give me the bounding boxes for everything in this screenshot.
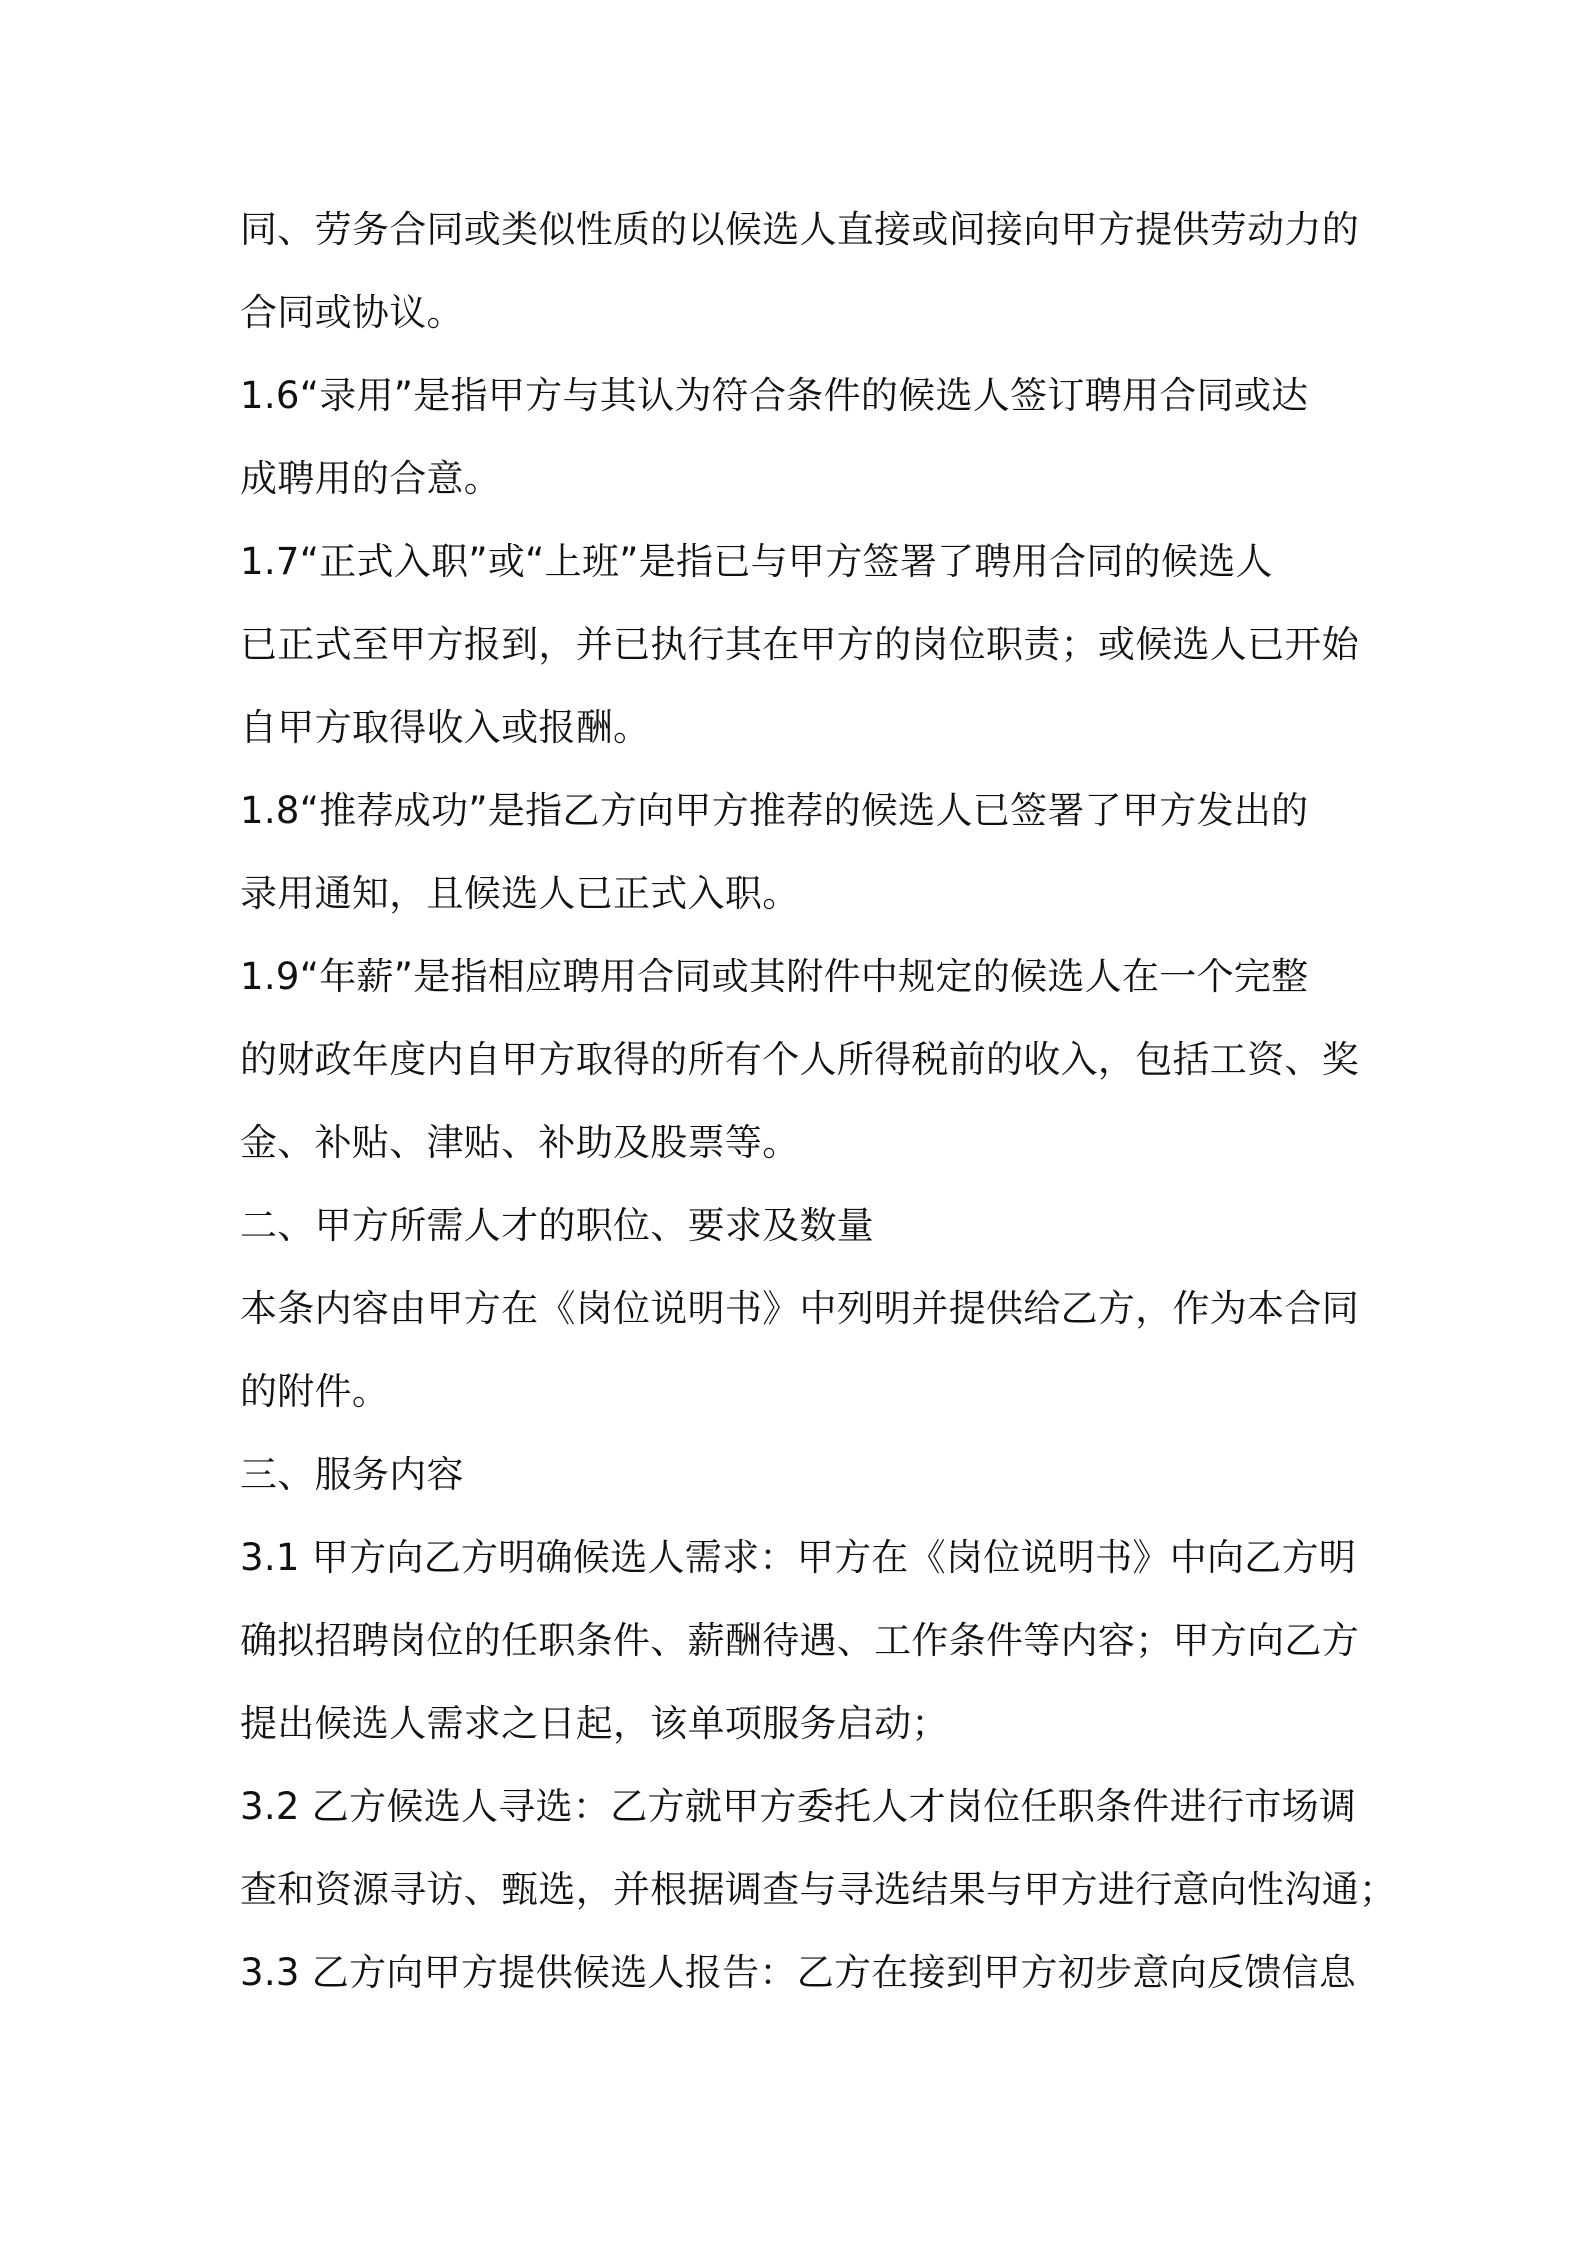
text-line: 自甲方取得收入或报酬。 <box>240 706 651 749</box>
text-line: 3.2 乙方候选人寻选：乙方就甲方委托人才岗位任职条件进行市场调 <box>240 1785 1357 1828</box>
text-line: 金、补贴、津贴、补助及股票等。 <box>240 1121 800 1164</box>
text-line: 同、劳务合同或类似性质的以候选人直接或间接向甲方提供劳动力的 <box>240 208 1359 251</box>
text-line: 3.3 乙方向甲方提供候选人报告：乙方在接到甲方初步意向反馈信息 <box>240 1951 1357 1994</box>
text-line: 的财政年度内自甲方取得的所有个人所得税前的收入，包括工资、奖 <box>240 1038 1359 1081</box>
text-line: 已正式至甲方报到，并已执行其在甲方的岗位职责；或候选人已开始 <box>240 623 1359 666</box>
section-heading: 三、服务内容 <box>240 1453 464 1496</box>
section-heading: 二、甲方所需人才的职位、要求及数量 <box>240 1204 875 1247</box>
text-line: 录用通知，且候选人已正式入职。 <box>240 872 800 915</box>
text-line: 1.9“年薪”是指相应聘用合同或其附件中规定的候选人在一个完整 <box>240 955 1309 998</box>
text-line: 本条内容由甲方在《岗位说明书》中列明并提供给乙方，作为本合同 <box>240 1287 1359 1330</box>
text-line: 1.7“正式入职”或“上班”是指已与甲方签署了聘用合同的候选人 <box>240 540 1273 583</box>
text-line: 1.8“推荐成功”是指乙方向甲方推荐的候选人已签署了甲方发出的 <box>240 789 1309 832</box>
text-line: 合同或协议。 <box>240 291 464 334</box>
text-line: 提出候选人需求之日起，该单项服务启动； <box>240 1702 949 1745</box>
text-line: 成聘用的合意。 <box>240 457 502 500</box>
text-line: 的附件。 <box>240 1370 390 1413</box>
text-line: 查和资源寻访、甄选，并根据调查与寻选结果与甲方进行意向性沟通； <box>240 1868 1397 1911</box>
text-line: 1.6“录用”是指甲方与其认为符合条件的候选人签订聘用合同或达 <box>240 374 1309 417</box>
text-line: 3.1 甲方向乙方明确候选人需求：甲方在《岗位说明书》中向乙方明 <box>240 1536 1357 1579</box>
text-line: 确拟招聘岗位的任职条件、薪酬待遇、工作条件等内容；甲方向乙方 <box>240 1619 1359 1662</box>
